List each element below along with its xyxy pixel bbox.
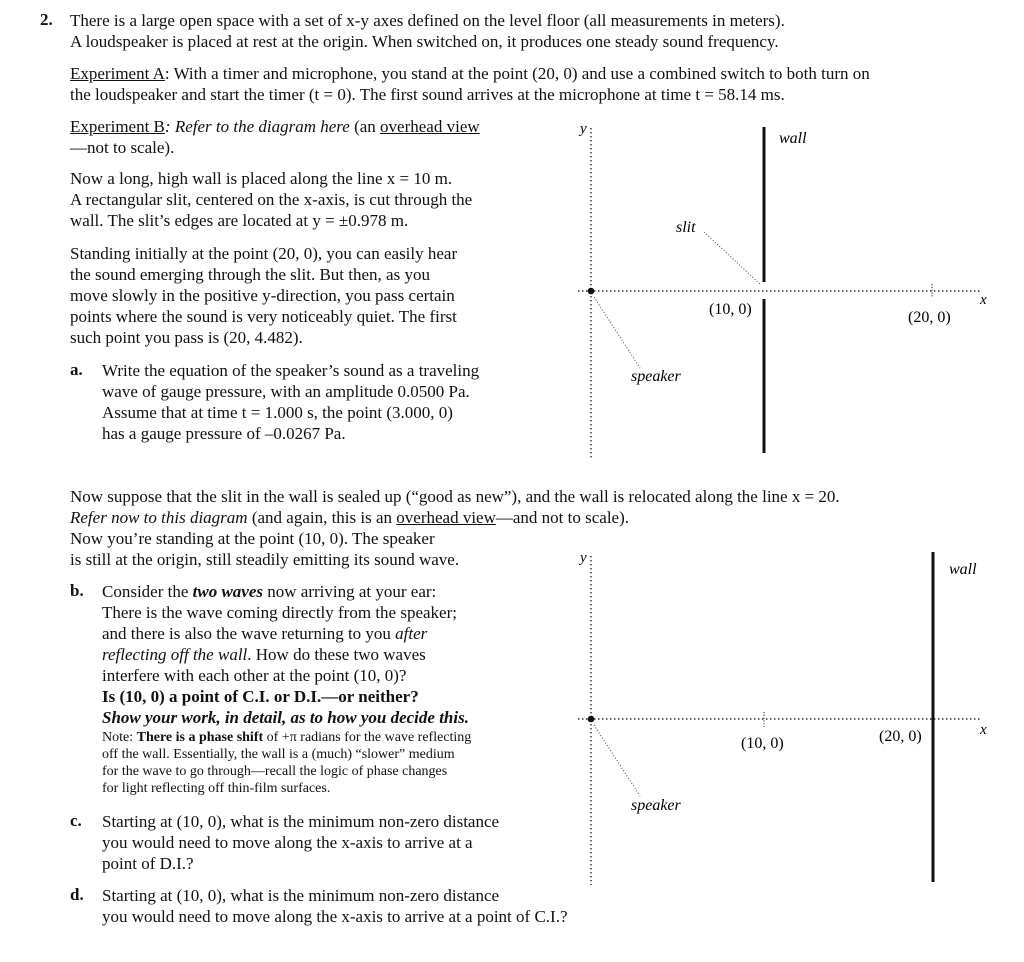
- intro-line-1: There is a large open space with a set of x-y axes defined on the level floor (all measurements in meters).: [70, 11, 785, 30]
- diagram-1-wall-label: wall: [779, 130, 807, 147]
- part-b-l4-post: . How do these two waves: [247, 645, 426, 664]
- intro-line-2: A loudspeaker is placed at rest at the origin. When switched on, it produces one steady sound frequency.: [70, 32, 779, 51]
- diagram-1-slit-label: slit: [676, 219, 696, 236]
- part-d-line-1: Starting at (10, 0), what is the minimum non-zero distance: [102, 886, 500, 905]
- part-b-line-2: There is the wave coming directly from the speaker;: [102, 603, 457, 622]
- note-line-3: for the wave to go through—recall the logic of phase changes: [102, 764, 448, 779]
- part-b-line-6: Is (10, 0) a point of C.I. or D.I.—or neither?: [102, 687, 419, 706]
- experiment-b-paren: (an: [349, 117, 381, 136]
- part-b-l3-pre: and there is also the wave returning to you: [102, 624, 396, 643]
- part-b-label: b.: [70, 581, 84, 600]
- note-l1-post: of +π radians for the wave reflecting: [263, 730, 472, 745]
- diagram-2-speaker-label: speaker: [631, 797, 681, 814]
- diagram-1-point-10-label: (10, 0): [709, 301, 752, 318]
- scenario-2-refer: Refer now to this diagram: [70, 508, 248, 527]
- scenario-2-line-4: is still at the origin, still steadily emitting its sound wave.: [70, 550, 460, 569]
- experiment-b-line-2: —not to scale).: [70, 138, 175, 157]
- part-a-line-1: Write the equation of the speaker’s sound as a traveling: [102, 361, 480, 380]
- part-b-l3-em: after: [395, 624, 428, 643]
- diagram-2-speaker-dot: [588, 716, 595, 723]
- diagram-1-x-label: x: [980, 292, 987, 308]
- diagram-1-y-label: y: [580, 121, 587, 137]
- part-c-line-3: point of D.I.?: [102, 854, 194, 873]
- stand-para-line-3: move slowly in the positive y-direction, you pass certain: [70, 286, 455, 305]
- part-a-label: a.: [70, 360, 83, 379]
- stand-para-line-1: Standing initially at the point (20, 0), you can easily hear: [70, 244, 458, 263]
- part-d-label: d.: [70, 885, 84, 904]
- experiment-a-line-2: the loudspeaker and start the timer (t = 0). The first sound arrives at the microphone at time t = 58.14 ms.: [70, 85, 785, 104]
- diagram-2-point-10-label: (10, 0): [741, 735, 784, 752]
- part-a-line-3: Assume that at time t = 1.000 s, the point (3.000, 0): [102, 403, 453, 422]
- part-b-l1-em: two waves: [192, 582, 264, 601]
- part-a-line-2: wave of gauge pressure, with an amplitude 0.0500 Pa.: [102, 382, 470, 401]
- part-b-l1-pre: Consider the: [102, 582, 193, 601]
- scenario-2-line-1: Now suppose that the slit in the wall is sealed up (“good as new”), and the wall is relocated along the line x = 20.: [70, 487, 840, 506]
- wall-para-line-3: wall. The slit’s edges are located at y = ±0.978 m.: [70, 211, 409, 230]
- diagram-2-wall-label: wall: [949, 561, 977, 578]
- part-c-label: c.: [70, 811, 82, 830]
- part-b-line-7: Show your work, in detail, as to how you decide this.: [102, 708, 469, 727]
- note-l1-pre: Note:: [102, 730, 137, 745]
- diagram-2-y-label: y: [580, 550, 587, 566]
- scenario-2-line-3: Now you’re standing at the point (10, 0). The speaker: [70, 529, 435, 548]
- diagram-1-point-20-label: (20, 0): [908, 309, 951, 326]
- diagram-2-x-label: x: [980, 722, 987, 738]
- scenario-2-mid: (and again, this is an: [247, 508, 397, 527]
- stand-para-line-2: the sound emerging through the slit. But then, as you: [70, 265, 430, 284]
- note-l1-bold: There is a phase shift: [136, 730, 264, 745]
- experiment-a-label: Experiment A: [70, 64, 165, 83]
- experiment-a-text: : With a timer and microphone, you stand at the point (20, 0) and use a combined switch to both turn on: [164, 64, 870, 83]
- part-b-line-5: interfere with each other at the point (10, 0)?: [102, 666, 407, 685]
- stand-para-line-5: such point you pass is (20, 4.482).: [70, 328, 303, 347]
- experiment-b-refer: : Refer to the diagram here: [164, 117, 350, 136]
- experiment-b-label: Experiment B: [70, 117, 165, 136]
- diagram-2-speaker-pointer: [594, 725, 640, 796]
- part-c-line-1: Starting at (10, 0), what is the minimum non-zero distance: [102, 812, 500, 831]
- scenario-2-overhead: overhead view: [396, 508, 496, 527]
- wall-para-line-2: A rectangular slit, centered on the x-axis, is cut through the: [70, 190, 473, 209]
- wall-para-line-1: Now a long, high wall is placed along the line x = 10 m.: [70, 169, 453, 188]
- problem-number: 2.: [40, 10, 53, 29]
- stand-para-line-4: points where the sound is very noticeably quiet. The first: [70, 307, 457, 326]
- part-c-line-2: you would need to move along the x-axis to arrive at a: [102, 833, 473, 852]
- note-line-4: for light reflecting off thin-film surfaces.: [102, 781, 331, 796]
- scenario-2-end: —and not to scale).: [495, 508, 630, 527]
- diagram-1-speaker-label: speaker: [631, 368, 681, 385]
- diagram-2-point-20-label: (20, 0): [879, 728, 922, 745]
- experiment-b-overhead: overhead view: [380, 117, 480, 136]
- part-b-l1-post: now arriving at your ear:: [263, 582, 437, 601]
- part-b-l4-em: reflecting off the wall: [102, 645, 248, 664]
- part-d-line-2: you would need to move along the x-axis to arrive at a point of C.I.?: [102, 907, 568, 926]
- note-line-2: off the wall. Essentially, the wall is a (much) “slower” medium: [102, 747, 455, 762]
- part-a-line-4: has a gauge pressure of –0.0267 Pa.: [102, 424, 346, 443]
